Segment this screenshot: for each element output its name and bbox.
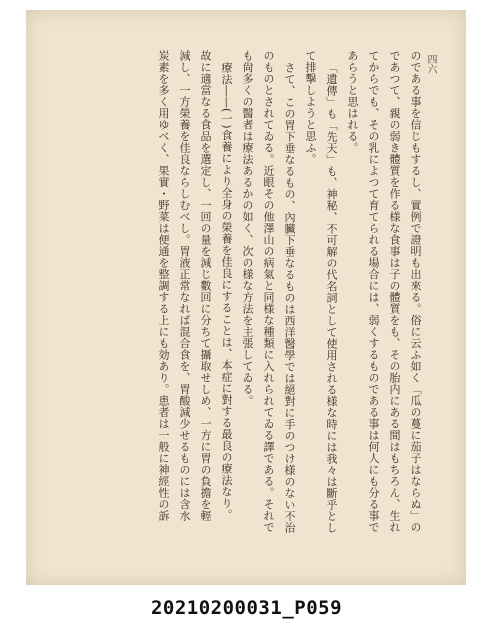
text-column: 炭素を多く用ゆべく、果實・野菜は便通を整調する上にも効あり。患者は一般に神經性の訴 bbox=[157, 50, 170, 522]
text-column: 減し、一方榮養を佳良ならしむべし。胃液正常なれば混合食を、胃酸減少せるものには含水 bbox=[178, 50, 191, 522]
image-caption: 20210200031_P059 bbox=[150, 597, 343, 619]
text-column: 療法――(一)食養により全身の榮養を佳良にすることは、本症に對する最良の療法なり。 bbox=[220, 62, 233, 521]
text-column: のである事を信じもするし、實例で證明も出來る。俗に云ふ如く「瓜の蔓に茄子はならぬ」の bbox=[409, 50, 422, 533]
text-column: のものとされてゐる。近眼その他澤山の病氣と同様な種類に入れられてゐる譯である。それで bbox=[262, 50, 275, 533]
document-page bbox=[26, 10, 466, 585]
text-column: も尙多くの醫者は療法あるかの如く、次の様な方法を主張してゐる。 bbox=[241, 50, 254, 407]
text-column: て排擊しようと思ふ。 bbox=[304, 50, 317, 165]
text-column: であつて、親の弱き體質を作る様な食事は子の體質をも、その胎内にある間はもちろん、生れ bbox=[388, 50, 401, 533]
text-column: 故に適當なる食品を選定し、一回の量を減じ數回に分ちて攝取せしめ、一方に胃の負擔を輕 bbox=[199, 50, 212, 522]
text-column: さて、この胃下垂なるもの、內臟下垂なるものは西洋醫學では絕對に手のつけ様のない不治 bbox=[283, 62, 296, 534]
text-column: あらうと思はれる。 bbox=[346, 50, 359, 154]
page-number: 四六 bbox=[425, 54, 436, 74]
text-column: てからでも、その乳によつて育てられる場合には、弱くするものである事は何人にも分る事で bbox=[367, 50, 380, 533]
body-text bbox=[156, 50, 422, 565]
text-column: 「遺傳」も「先天」も、神秘、不可解の代名詞として使用される様な時には我々は斷乎とし bbox=[325, 62, 338, 534]
